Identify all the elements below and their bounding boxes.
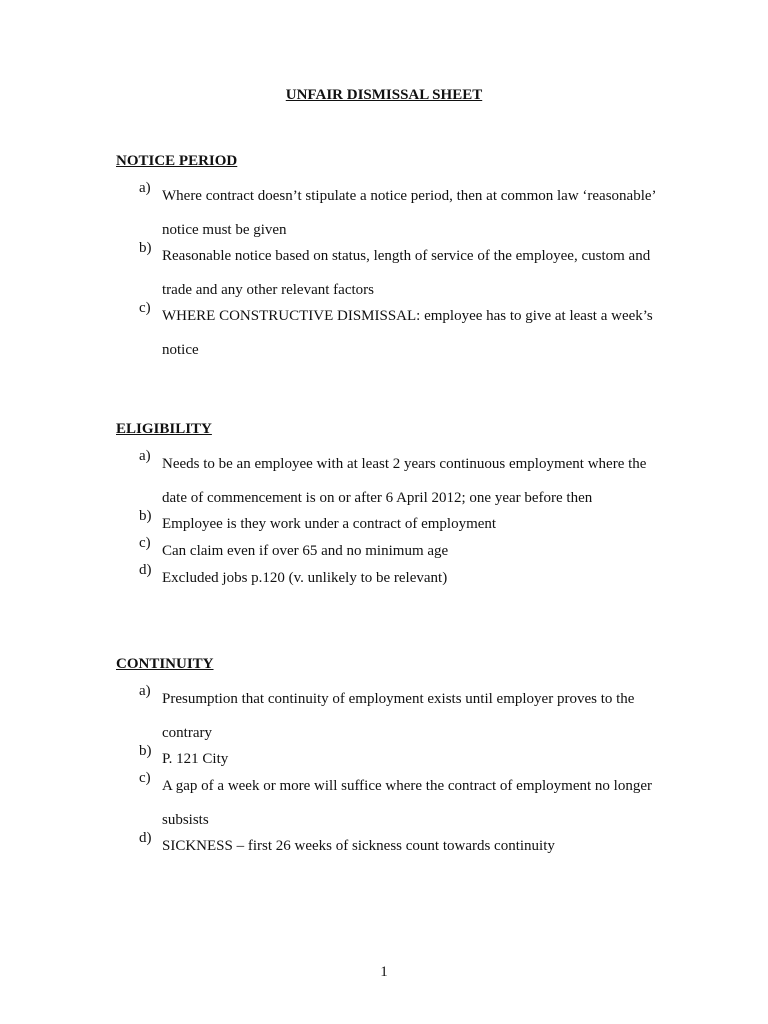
- list-item: [0, 770, 768, 837]
- list-marker: c): [139, 770, 151, 786]
- list-marker: c): [139, 300, 151, 316]
- section-heading-continuity: CONTINUITY: [116, 656, 214, 672]
- list-item: [0, 830, 768, 864]
- list-item-text: Excluded jobs p.120 (v. unlikely to be relevant): [162, 570, 448, 586]
- list-marker: a): [139, 683, 151, 699]
- list-marker: b): [139, 743, 152, 759]
- list-item-text: Can claim even if over 65 and no minimum age: [162, 543, 449, 559]
- list-marker: b): [139, 508, 152, 524]
- list-item: [0, 240, 768, 307]
- list-item-text: A gap of a week or more will suffice where the contract of employment no longer subsists: [162, 778, 652, 828]
- list-marker: a): [139, 180, 151, 196]
- list-marker: a): [139, 448, 151, 464]
- list-item-text: Needs to be an employee with at least 2 years continuous employment where the date of commencement is on or after 6 April 2012; one year before then: [162, 456, 647, 506]
- section-heading-notice-period: NOTICE PERIOD: [116, 153, 238, 169]
- list-item: [0, 448, 768, 515]
- list-item-text: Presumption that continuity of employment exists until employer proves to the contrary: [162, 691, 635, 741]
- continuity-list: [0, 683, 768, 864]
- list-item-text: Reasonable notice based on status, length of service of the employee, custom and trade and any other relevant factors: [162, 248, 651, 298]
- document-title: UNFAIR DISMISSAL SHEET: [285, 87, 483, 103]
- list-item: [0, 300, 768, 367]
- section-heading-eligibility: ELIGIBILITY: [116, 421, 212, 437]
- list-item-text: Employee is they work under a contract of employment: [162, 516, 497, 532]
- notice-period-list: [0, 180, 768, 367]
- list-item: [0, 562, 768, 596]
- list-item: [0, 683, 768, 750]
- list-marker: c): [139, 535, 151, 551]
- eligibility-list: [0, 448, 768, 596]
- list-item-text: Where contract doesn’t stipulate a notice period, then at common law ‘reasonable’ notice must be given: [162, 188, 656, 238]
- list-marker: d): [139, 562, 152, 578]
- list-item: [0, 180, 768, 247]
- list-item-text: WHERE CONSTRUCTIVE DISMISSAL: employee has to give at least a week’s notice: [162, 308, 653, 358]
- list-marker: b): [139, 240, 152, 256]
- page-number: 1: [380, 964, 388, 980]
- list-item-text: P. 121 City: [162, 751, 229, 767]
- list-marker: d): [139, 830, 152, 846]
- list-item-text: SICKNESS – first 26 weeks of sickness count towards continuity: [162, 838, 555, 854]
